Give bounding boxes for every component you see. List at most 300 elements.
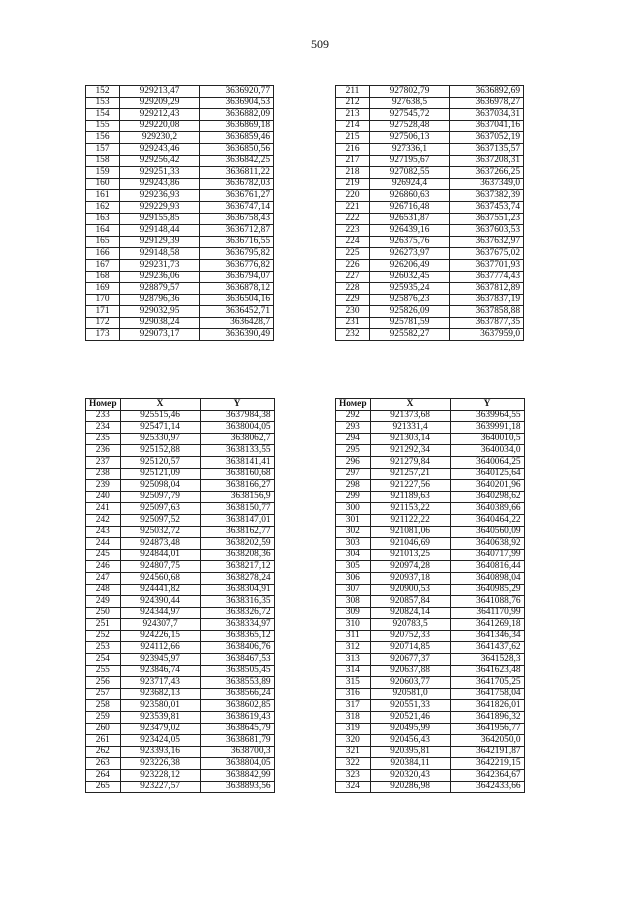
table-row xyxy=(86,596,275,608)
point-number-cell: 225 xyxy=(336,248,370,260)
y-coordinate-cell: 3638147,01 xyxy=(200,514,274,526)
y-coordinate-cell: 3636795,82 xyxy=(200,248,274,260)
x-coordinate-cell: 929129,39 xyxy=(120,236,200,248)
table-row xyxy=(336,619,525,631)
y-coordinate-cell: 3637208,31 xyxy=(450,155,524,167)
table-row xyxy=(86,480,275,492)
x-coordinate-cell: 927545,72 xyxy=(370,109,450,121)
table-row xyxy=(86,329,274,341)
y-coordinate-cell: 3641437,62 xyxy=(450,642,524,654)
point-number-cell: 156 xyxy=(86,132,120,144)
table-row xyxy=(336,468,525,480)
table-row xyxy=(86,294,274,306)
point-number-cell: 242 xyxy=(86,514,121,526)
point-number-cell: 306 xyxy=(336,572,371,584)
x-coordinate-cell: 924226,15 xyxy=(120,630,200,642)
point-number-cell: 292 xyxy=(336,410,371,422)
y-coordinate-cell: 3640898,04 xyxy=(450,572,524,584)
table-row xyxy=(86,572,275,584)
x-coordinate-cell: 927506,13 xyxy=(370,132,450,144)
table-row xyxy=(336,329,524,341)
y-coordinate-cell: 3640034,0 xyxy=(450,445,524,457)
table-row xyxy=(86,491,275,503)
x-coordinate-cell: 929209,29 xyxy=(120,97,200,109)
point-number-cell: 241 xyxy=(86,503,121,515)
y-coordinate-cell: 3637812,89 xyxy=(450,283,524,295)
y-coordinate-cell: 3640464,22 xyxy=(450,514,524,526)
table-row xyxy=(86,700,275,712)
table-row xyxy=(336,422,525,434)
x-coordinate-cell: 924807,75 xyxy=(120,561,200,573)
y-coordinate-cell: 3641170,99 xyxy=(450,607,524,619)
x-coordinate-cell: 925098,04 xyxy=(120,480,200,492)
point-number-cell: 244 xyxy=(86,538,121,550)
table-row xyxy=(336,770,525,782)
y-coordinate-cell: 3638406,76 xyxy=(200,642,274,654)
table-row xyxy=(336,178,524,190)
table-row xyxy=(86,109,274,121)
point-number-cell: 222 xyxy=(336,213,370,225)
y-coordinate-cell: 3636747,14 xyxy=(200,201,274,213)
table-row xyxy=(336,445,525,457)
x-coordinate-cell: 925781,59 xyxy=(370,317,450,329)
table-row xyxy=(336,294,524,306)
y-coordinate-cell: 3638566,24 xyxy=(200,688,274,700)
y-coordinate-cell: 3638150,77 xyxy=(200,503,274,515)
point-number-cell: 310 xyxy=(336,619,371,631)
point-number-cell: 238 xyxy=(86,468,121,480)
y-coordinate-cell: 3641896,32 xyxy=(450,712,524,724)
point-number-cell: 218 xyxy=(336,167,370,179)
table-row xyxy=(86,561,275,573)
y-coordinate-cell: 3637034,31 xyxy=(450,109,524,121)
y-coordinate-cell: 3640064,25 xyxy=(450,456,524,468)
table-row xyxy=(86,688,275,700)
y-coordinate-cell: 3641705,25 xyxy=(450,677,524,689)
table-row xyxy=(336,248,524,260)
table-row xyxy=(86,468,275,480)
y-coordinate-cell: 3636920,77 xyxy=(200,86,274,98)
point-number-cell: 252 xyxy=(86,630,121,642)
point-number-cell: 159 xyxy=(86,167,120,179)
x-coordinate-cell: 921279,84 xyxy=(370,456,450,468)
x-coordinate-cell: 920752,33 xyxy=(370,630,450,642)
point-number-cell: 215 xyxy=(336,132,370,144)
table-row xyxy=(336,190,524,202)
point-number-cell: 232 xyxy=(336,329,370,341)
x-coordinate-cell: 920495,99 xyxy=(370,723,450,735)
x-coordinate-cell: 925097,52 xyxy=(120,514,200,526)
point-number-cell: 303 xyxy=(336,538,371,550)
table-row xyxy=(336,526,525,538)
x-coordinate-cell: 923479,02 xyxy=(120,723,200,735)
x-coordinate-cell: 921292,34 xyxy=(370,445,450,457)
x-coordinate-cell: 929243,86 xyxy=(120,178,200,190)
y-coordinate-cell: 3638141,41 xyxy=(200,456,274,468)
point-number-cell: 235 xyxy=(86,433,121,445)
x-coordinate-cell: 929155,85 xyxy=(120,213,200,225)
x-coordinate-cell: 925121,09 xyxy=(120,468,200,480)
table-row xyxy=(336,642,525,654)
y-coordinate-cell: 3638166,27 xyxy=(200,480,274,492)
point-number-cell: 300 xyxy=(336,503,371,515)
x-coordinate-cell: 929231,73 xyxy=(120,259,200,271)
table-row xyxy=(86,723,275,735)
point-number-cell: 313 xyxy=(336,654,371,666)
x-coordinate-cell: 925152,88 xyxy=(120,445,200,457)
point-number-cell: 302 xyxy=(336,526,371,538)
point-number-cell: 163 xyxy=(86,213,120,225)
table-row xyxy=(86,167,274,179)
point-number-cell: 237 xyxy=(86,456,121,468)
x-coordinate-cell: 920603,77 xyxy=(370,677,450,689)
point-number-cell: 168 xyxy=(86,271,120,283)
table-row xyxy=(336,225,524,237)
table-row xyxy=(336,654,525,666)
point-number-cell: 250 xyxy=(86,607,121,619)
x-coordinate-cell: 929148,58 xyxy=(120,248,200,260)
x-coordinate-cell: 925032,72 xyxy=(120,526,200,538)
table-row xyxy=(336,143,524,155)
point-number-cell: 166 xyxy=(86,248,120,260)
column-header-x: X xyxy=(370,399,450,411)
point-number-cell: 312 xyxy=(336,642,371,654)
y-coordinate-cell: 3636904,53 xyxy=(200,97,274,109)
table-row xyxy=(336,746,525,758)
table-row xyxy=(336,781,525,793)
x-coordinate-cell: 925515,46 xyxy=(120,410,200,422)
y-coordinate-cell: 3641826,01 xyxy=(450,700,524,712)
y-coordinate-cell: 3642050,0 xyxy=(450,735,524,747)
x-coordinate-cell: 923580,01 xyxy=(120,700,200,712)
y-coordinate-cell: 3638700,3 xyxy=(200,746,274,758)
table-row xyxy=(336,201,524,213)
point-number-cell: 259 xyxy=(86,712,121,724)
x-coordinate-cell: 929032,95 xyxy=(120,306,200,318)
y-coordinate-cell: 3638467,53 xyxy=(200,654,274,666)
point-number-cell: 254 xyxy=(86,654,121,666)
x-coordinate-cell: 920783,5 xyxy=(370,619,450,631)
x-coordinate-cell: 926375,76 xyxy=(370,236,450,248)
x-coordinate-cell: 927638,5 xyxy=(370,97,450,109)
coordinates-table-4 xyxy=(335,398,525,793)
x-coordinate-cell: 925097,63 xyxy=(120,503,200,515)
y-coordinate-cell: 3637603,53 xyxy=(450,225,524,237)
table-row xyxy=(336,723,525,735)
x-coordinate-cell: 929213,47 xyxy=(120,86,200,98)
y-coordinate-cell: 3638208,36 xyxy=(200,549,274,561)
x-coordinate-cell: 920714,85 xyxy=(370,642,450,654)
table-row xyxy=(86,526,275,538)
x-coordinate-cell: 926206,49 xyxy=(370,259,450,271)
x-coordinate-cell: 925935,24 xyxy=(370,283,450,295)
table-row xyxy=(86,607,275,619)
x-coordinate-cell: 924560,68 xyxy=(120,572,200,584)
y-coordinate-cell: 3640298,62 xyxy=(450,491,524,503)
y-coordinate-cell: 3638602,85 xyxy=(200,700,274,712)
y-coordinate-cell: 3637052,19 xyxy=(450,132,524,144)
x-coordinate-cell: 921153,22 xyxy=(370,503,450,515)
point-number-cell: 314 xyxy=(336,665,371,677)
point-number-cell: 170 xyxy=(86,294,120,306)
y-coordinate-cell: 3638681,79 xyxy=(200,735,274,747)
point-number-cell: 167 xyxy=(86,259,120,271)
table-row xyxy=(86,538,275,550)
x-coordinate-cell: 923846,74 xyxy=(120,665,200,677)
point-number-cell: 221 xyxy=(336,201,370,213)
point-number-cell: 172 xyxy=(86,317,120,329)
table-row xyxy=(336,596,525,608)
x-coordinate-cell: 921303,14 xyxy=(370,433,450,445)
point-number-cell: 155 xyxy=(86,120,120,132)
x-coordinate-cell: 924307,7 xyxy=(120,619,200,631)
table-row xyxy=(336,213,524,225)
point-number-cell: 297 xyxy=(336,468,371,480)
x-coordinate-cell: 920637,88 xyxy=(370,665,450,677)
y-coordinate-cell: 3636761,27 xyxy=(200,190,274,202)
y-coordinate-cell: 3637774,43 xyxy=(450,271,524,283)
y-coordinate-cell: 3638553,89 xyxy=(200,677,274,689)
x-coordinate-cell: 929243,46 xyxy=(120,143,200,155)
y-coordinate-cell: 3638162,77 xyxy=(200,526,274,538)
y-coordinate-cell: 3636504,16 xyxy=(200,294,274,306)
x-coordinate-cell: 923424,05 xyxy=(120,735,200,747)
table-row xyxy=(86,642,275,654)
y-coordinate-cell: 3637266,25 xyxy=(450,167,524,179)
y-coordinate-cell: 3638316,35 xyxy=(200,596,274,608)
y-coordinate-cell: 3638217,12 xyxy=(200,561,274,573)
x-coordinate-cell: 925097,79 xyxy=(120,491,200,503)
page-number: 509 xyxy=(311,37,329,51)
point-number-cell: 318 xyxy=(336,712,371,724)
table-row xyxy=(336,503,525,515)
table-row xyxy=(336,259,524,271)
y-coordinate-cell: 3640985,29 xyxy=(450,584,524,596)
y-coordinate-cell: 3636390,49 xyxy=(200,329,274,341)
y-coordinate-cell: 3638304,91 xyxy=(200,584,274,596)
table-row xyxy=(336,283,524,295)
point-number-cell: 211 xyxy=(336,86,370,98)
x-coordinate-cell: 920395,81 xyxy=(370,746,450,758)
point-number-cell: 265 xyxy=(86,781,121,793)
x-coordinate-cell: 927802,79 xyxy=(370,86,450,98)
point-number-cell: 243 xyxy=(86,526,121,538)
table-row xyxy=(86,248,274,260)
table-row xyxy=(336,514,525,526)
y-coordinate-cell: 3640201,96 xyxy=(450,480,524,492)
y-coordinate-cell: 3636712,87 xyxy=(200,225,274,237)
table-row xyxy=(336,712,525,724)
x-coordinate-cell: 927528,48 xyxy=(370,120,450,132)
x-coordinate-cell: 920677,37 xyxy=(370,654,450,666)
point-number-cell: 212 xyxy=(336,97,370,109)
table-row xyxy=(86,712,275,724)
table-row xyxy=(336,155,524,167)
y-coordinate-cell: 3641346,34 xyxy=(450,630,524,642)
point-number-cell: 152 xyxy=(86,86,120,98)
x-coordinate-cell: 923539,81 xyxy=(120,712,200,724)
table-row xyxy=(336,688,525,700)
y-coordinate-cell: 3640560,09 xyxy=(450,526,524,538)
table-row xyxy=(336,538,525,550)
y-coordinate-cell: 3641269,18 xyxy=(450,619,524,631)
y-coordinate-cell: 3638365,12 xyxy=(200,630,274,642)
point-number-cell: 305 xyxy=(336,561,371,573)
point-number-cell: 258 xyxy=(86,700,121,712)
table-row xyxy=(86,735,275,747)
x-coordinate-cell: 920456,43 xyxy=(370,735,450,747)
x-coordinate-cell: 920320,43 xyxy=(370,770,450,782)
coordinates-table-3 xyxy=(85,398,275,793)
point-number-cell: 263 xyxy=(86,758,121,770)
x-coordinate-cell: 923393,16 xyxy=(120,746,200,758)
y-coordinate-cell: 3638619,43 xyxy=(200,712,274,724)
table-row xyxy=(336,665,525,677)
point-number-cell: 233 xyxy=(86,410,121,422)
y-coordinate-cell: 3641088,76 xyxy=(450,596,524,608)
point-number-cell: 234 xyxy=(86,422,121,434)
point-number-cell: 171 xyxy=(86,306,120,318)
y-coordinate-cell: 3638156,9 xyxy=(200,491,274,503)
point-number-cell: 317 xyxy=(336,700,371,712)
x-coordinate-cell: 928796,36 xyxy=(120,294,200,306)
y-coordinate-cell: 3639964,55 xyxy=(450,410,524,422)
y-coordinate-cell: 3638326,72 xyxy=(200,607,274,619)
y-coordinate-cell: 3638062,7 xyxy=(200,433,274,445)
y-coordinate-cell: 3637349,0 xyxy=(450,178,524,190)
point-number-cell: 230 xyxy=(336,306,370,318)
table-row xyxy=(86,143,274,155)
point-number-cell: 311 xyxy=(336,630,371,642)
y-coordinate-cell: 3636869,18 xyxy=(200,120,274,132)
y-coordinate-cell: 3636782,03 xyxy=(200,178,274,190)
table-row xyxy=(336,480,525,492)
y-coordinate-cell: 3636794,07 xyxy=(200,271,274,283)
table-row xyxy=(86,619,275,631)
table-row xyxy=(86,654,275,666)
x-coordinate-cell: 929073,17 xyxy=(120,329,200,341)
table-row xyxy=(336,735,525,747)
table-row xyxy=(86,190,274,202)
x-coordinate-cell: 925582,27 xyxy=(370,329,450,341)
y-coordinate-cell: 3640389,66 xyxy=(450,503,524,515)
point-number-cell: 251 xyxy=(86,619,121,631)
y-coordinate-cell: 3640638,92 xyxy=(450,538,524,550)
point-number-cell: 247 xyxy=(86,572,121,584)
x-coordinate-cell: 927195,67 xyxy=(370,155,450,167)
x-coordinate-cell: 923226,38 xyxy=(120,758,200,770)
coordinates-table-1 xyxy=(85,85,274,341)
table-row xyxy=(86,201,274,213)
y-coordinate-cell: 3640125,64 xyxy=(450,468,524,480)
y-coordinate-cell: 3636978,27 xyxy=(450,97,524,109)
point-number-cell: 224 xyxy=(336,236,370,248)
point-number-cell: 229 xyxy=(336,294,370,306)
point-number-cell: 261 xyxy=(86,735,121,747)
point-number-cell: 239 xyxy=(86,480,121,492)
y-coordinate-cell: 3638645,79 xyxy=(200,723,274,735)
y-coordinate-cell: 3641758,04 xyxy=(450,688,524,700)
y-coordinate-cell: 3637858,88 xyxy=(450,306,524,318)
y-coordinate-cell: 3637382,39 xyxy=(450,190,524,202)
table-row xyxy=(86,770,275,782)
table-row xyxy=(86,178,274,190)
column-header-x: X xyxy=(120,399,200,411)
y-coordinate-cell: 3637632,97 xyxy=(450,236,524,248)
table-row xyxy=(336,456,525,468)
x-coordinate-cell: 920551,33 xyxy=(370,700,450,712)
y-coordinate-cell: 3642191,87 xyxy=(450,746,524,758)
table-row xyxy=(336,410,525,422)
table-row xyxy=(336,433,525,445)
table-row xyxy=(86,665,275,677)
point-number-cell: 169 xyxy=(86,283,120,295)
point-number-cell: 158 xyxy=(86,155,120,167)
point-number-cell: 246 xyxy=(86,561,121,573)
y-coordinate-cell: 3642433,66 xyxy=(450,781,524,793)
table-row xyxy=(336,700,525,712)
y-coordinate-cell: 3637984,38 xyxy=(200,410,274,422)
table-header-row xyxy=(336,399,525,411)
point-number-cell: 307 xyxy=(336,584,371,596)
x-coordinate-cell: 929229,93 xyxy=(120,201,200,213)
x-coordinate-cell: 929220,08 xyxy=(120,120,200,132)
point-number-cell: 153 xyxy=(86,97,120,109)
point-number-cell: 315 xyxy=(336,677,371,689)
x-coordinate-cell: 929230,2 xyxy=(120,132,200,144)
x-coordinate-cell: 921189,63 xyxy=(370,491,450,503)
x-coordinate-cell: 920581,0 xyxy=(370,688,450,700)
y-coordinate-cell: 3642364,67 xyxy=(450,770,524,782)
y-coordinate-cell: 3638893,56 xyxy=(200,781,274,793)
x-coordinate-cell: 923945,97 xyxy=(120,654,200,666)
point-number-cell: 154 xyxy=(86,109,120,121)
point-number-cell: 219 xyxy=(336,178,370,190)
point-number-cell: 173 xyxy=(86,329,120,341)
x-coordinate-cell: 924441,82 xyxy=(120,584,200,596)
point-number-cell: 161 xyxy=(86,190,120,202)
y-coordinate-cell: 3636878,12 xyxy=(200,283,274,295)
y-coordinate-cell: 3636776,82 xyxy=(200,259,274,271)
point-number-cell: 293 xyxy=(336,422,371,434)
column-header-y: Y xyxy=(200,399,274,411)
table-row xyxy=(86,422,275,434)
point-number-cell: 260 xyxy=(86,723,121,735)
point-number-cell: 223 xyxy=(336,225,370,237)
table-row xyxy=(336,236,524,248)
table-header-row xyxy=(86,399,275,411)
point-number-cell: 298 xyxy=(336,480,371,492)
x-coordinate-cell: 926531,87 xyxy=(370,213,450,225)
point-number-cell: 213 xyxy=(336,109,370,121)
point-number-cell: 160 xyxy=(86,178,120,190)
table-row xyxy=(86,86,274,98)
point-number-cell: 165 xyxy=(86,236,120,248)
y-coordinate-cell: 3638842,99 xyxy=(200,770,274,782)
y-coordinate-cell: 3637453,74 xyxy=(450,201,524,213)
coordinates-table-2 xyxy=(335,85,524,341)
y-coordinate-cell: 3636850,56 xyxy=(200,143,274,155)
y-coordinate-cell: 3638804,05 xyxy=(200,758,274,770)
point-number-cell: 299 xyxy=(336,491,371,503)
table-row xyxy=(336,132,524,144)
point-number-cell: 162 xyxy=(86,201,120,213)
x-coordinate-cell: 921013,25 xyxy=(370,549,450,561)
point-number-cell: 309 xyxy=(336,607,371,619)
y-coordinate-cell: 3637041,16 xyxy=(450,120,524,132)
x-coordinate-cell: 924390,44 xyxy=(120,596,200,608)
point-number-cell: 256 xyxy=(86,677,121,689)
